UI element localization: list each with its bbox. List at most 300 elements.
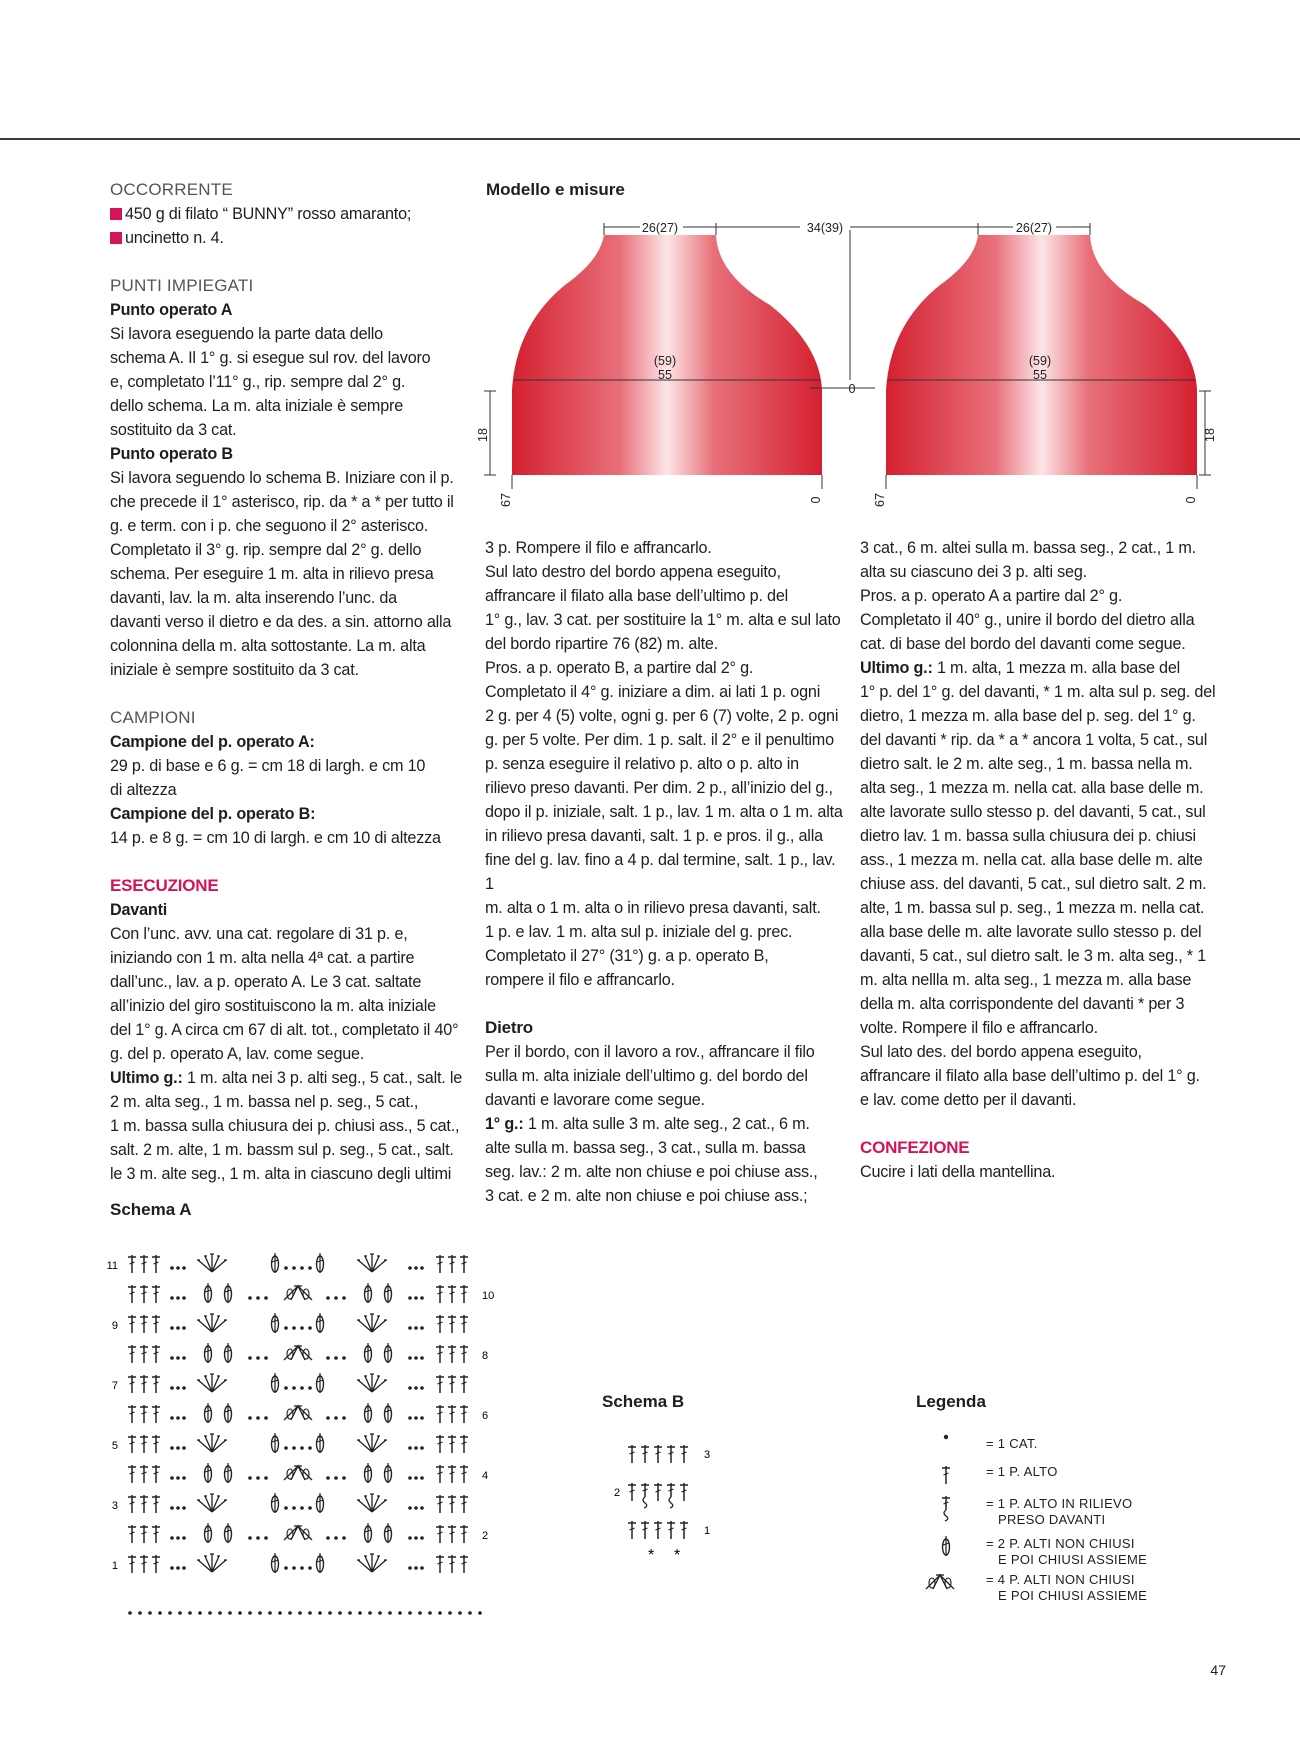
stitch-dc — [460, 1345, 468, 1363]
chain-dot — [182, 1416, 186, 1420]
stitch-dc — [128, 1555, 136, 1573]
row-number-left: 7 — [111, 1380, 118, 1392]
front-top-width: 26(27) — [641, 221, 679, 235]
page-number: 47 — [1210, 1662, 1226, 1678]
stitch-dc — [152, 1435, 160, 1453]
chain-dot — [414, 1356, 418, 1360]
row-number: 3 — [704, 1449, 711, 1461]
foundation-chain-dot — [448, 1611, 452, 1615]
text-line: seg. lav.: 2 m. alte non chiuse e poi chiuse ass., — [485, 1163, 818, 1181]
text-line: dietro, 1 mezza m. alla base del p. seg. del 1° g. — [860, 707, 1196, 725]
chain-dot — [170, 1566, 174, 1570]
row-number-left: 1 — [111, 1560, 118, 1572]
stitch-dc — [128, 1405, 136, 1423]
stitch-dc — [140, 1465, 148, 1483]
schema-a-heading: Schema A — [110, 1200, 192, 1219]
text-line: Sul lato destro del bordo appena eseguito, — [485, 563, 781, 581]
row-number-right: 8 — [482, 1350, 489, 1362]
chain-dot — [420, 1326, 424, 1330]
foundation-chain-dot — [388, 1611, 392, 1615]
stitch-fan — [197, 1494, 227, 1512]
stitch-cluster — [365, 1463, 372, 1483]
text-line: rompere il filo e affrancarlo. — [485, 971, 675, 989]
stitch-dc — [128, 1285, 136, 1303]
chain-dot — [248, 1356, 252, 1360]
chain-dot — [264, 1356, 268, 1360]
stitch-cluster — [272, 1313, 279, 1333]
chain-dot — [342, 1476, 346, 1480]
stitch-fan — [197, 1254, 227, 1272]
campione-b-title: Campione del p. operato B: — [110, 805, 316, 823]
ultimo-giro-text — [110, 1090, 470, 1186]
stitch-cluster — [365, 1283, 372, 1303]
stitch-dc — [436, 1405, 444, 1423]
text-line: Con l’unc. avv. una cat. regolare di 31 p. e, — [110, 925, 408, 943]
front-width-alt: (59) — [653, 354, 677, 368]
text-line: davanti, 5 cat., sul dietro salt. le 3 m. alta seg., * 1 — [860, 947, 1207, 965]
chain-dot — [170, 1296, 174, 1300]
foundation-chain-dot — [378, 1611, 382, 1615]
stitch-cluster — [385, 1403, 392, 1423]
chain-dot — [342, 1416, 346, 1420]
text-line: g. del p. operato A, lav. come segue. — [110, 1045, 365, 1063]
chain-dot — [182, 1566, 186, 1570]
text-line: alte, 1 m. bassa sul p. seg., 1 mezza m. nella cat. — [860, 899, 1205, 917]
stitch-dc — [152, 1555, 160, 1573]
schema-b-heading: Schema B — [602, 1392, 685, 1411]
text-line: schema A. Il 1° g. si esegue sul rov. del lavoro — [110, 349, 431, 367]
foundation-chain-dot — [268, 1611, 272, 1615]
giro-1-text — [485, 1136, 845, 1208]
stitch-dc — [140, 1435, 148, 1453]
chain-dot — [182, 1266, 186, 1270]
foundation-chain-dot — [208, 1611, 212, 1615]
text-line: rilievo preso davanti. Per dim. 2 p., all’inizio del g., — [485, 779, 833, 797]
row-number-left: 3 — [111, 1500, 118, 1512]
foundation-chain-dot — [198, 1611, 202, 1615]
campione-a-text — [110, 754, 470, 802]
stitch-dc — [128, 1375, 136, 1393]
stitch-cluster — [272, 1553, 279, 1573]
front-side-height: 18 — [476, 428, 490, 442]
chain-dot — [342, 1536, 346, 1540]
stitch-cluster — [317, 1373, 324, 1393]
text-line: Completato il 3° g. rip. sempre dal 2° g. dello — [110, 541, 422, 559]
chain-dot — [176, 1476, 180, 1480]
stitch-cluster — [385, 1343, 392, 1363]
ultimo-giro-dietro-line: Ultimo g.: 1 m. alta, 1 mezza m. alla base del — [860, 659, 1181, 677]
chain-dot — [176, 1416, 180, 1420]
stitch-cluster — [272, 1253, 279, 1273]
stitch-dc — [436, 1435, 444, 1453]
chain-dot — [300, 1326, 304, 1330]
text-line: alla base delle m. alte lavorate sullo stesso p. del — [860, 923, 1202, 941]
row-number-right: 4 — [482, 1470, 489, 1482]
chain-dot — [170, 1536, 174, 1540]
stitch-dc — [641, 1445, 649, 1463]
chain-dot — [182, 1386, 186, 1390]
chain-dot — [170, 1416, 174, 1420]
text-column-2 — [485, 536, 845, 1208]
text-line: schema. Per eseguire 1 m. alta in rilievo presa — [110, 565, 434, 583]
stitch-cluster — [385, 1463, 392, 1483]
stitch-dc — [436, 1315, 444, 1333]
stitch-dc — [140, 1285, 148, 1303]
chain-dot — [248, 1416, 252, 1420]
text-line: Si lavora seguendo lo schema B. Iniziare con il p. — [110, 469, 454, 487]
esecuzione-heading: ESECUZIONE — [110, 876, 219, 895]
text-line: 3 cat., 6 m. altei sulla m. bassa seg., 2 cat., 1 m. — [860, 539, 1196, 557]
punto-b-text — [110, 466, 470, 682]
stitch-dc — [152, 1345, 160, 1363]
back-width-alt: (59) — [1028, 354, 1052, 368]
stitch-dc — [460, 1255, 468, 1273]
legend-label: PRESO DAVANTI — [998, 1512, 1106, 1527]
stitch-dc — [436, 1495, 444, 1513]
punti-heading: PUNTI IMPIEGATI — [110, 276, 254, 295]
chain-dot — [408, 1566, 412, 1570]
chain-dot — [176, 1386, 180, 1390]
stitch-dc — [460, 1435, 468, 1453]
chain-dot — [414, 1476, 418, 1480]
row-number: 1 — [704, 1525, 711, 1537]
stitch-fan — [357, 1554, 387, 1572]
stitch-dc — [436, 1255, 444, 1273]
davanti-title: Davanti — [110, 901, 168, 919]
chain-dot — [248, 1476, 252, 1480]
stitch-dc — [460, 1495, 468, 1513]
stitch-dc — [128, 1465, 136, 1483]
chain-dot — [170, 1356, 174, 1360]
dc4tog-icon — [926, 1575, 954, 1589]
text-line: 1 m. bassa sulla chiusura dei p. chiusi ass., 5 cat., — [110, 1117, 460, 1135]
garment-diagram — [470, 205, 1220, 525]
foundation-chain-dot — [188, 1611, 192, 1615]
stitch-dc — [448, 1525, 456, 1543]
stitch-cluster — [225, 1343, 232, 1363]
text-line: e, completato l’11° g., rip. sempre dal 2° g. — [110, 373, 406, 391]
stitch-dc — [448, 1315, 456, 1333]
chain-dot — [176, 1506, 180, 1510]
text-line: in rilievo presa davanti, salt. 1 p. e pros. il g., alla — [485, 827, 823, 845]
stitch-cluster — [205, 1463, 212, 1483]
stitch-dc — [460, 1555, 468, 1573]
giro-1-line: 1° g.: 1 m. alta sulle 3 m. alte seg., 2 cat., 6 m. — [485, 1115, 810, 1133]
legend-item — [986, 1536, 1147, 1568]
stitch-cluster — [225, 1463, 232, 1483]
chain-dot — [334, 1296, 338, 1300]
chain-dot — [176, 1266, 180, 1270]
chain-dot — [182, 1506, 186, 1510]
chain-dot — [342, 1356, 346, 1360]
stitch-cluster — [225, 1283, 232, 1303]
chain-dot — [170, 1386, 174, 1390]
stitch-dc — [152, 1495, 160, 1513]
stitch-dc — [436, 1465, 444, 1483]
front-length-label: 67 — [499, 493, 513, 507]
stitch-dc — [460, 1405, 468, 1423]
text-column-3 — [860, 536, 1230, 1184]
chain-dot — [408, 1296, 412, 1300]
chain-dot — [182, 1476, 186, 1480]
chain-dot — [292, 1566, 296, 1570]
foundation-chain-dot — [398, 1611, 402, 1615]
stitch-front-post — [667, 1483, 675, 1508]
foundation-chain-dot — [248, 1611, 252, 1615]
stitch-dc — [128, 1315, 136, 1333]
chain-dot — [176, 1326, 180, 1330]
legend-label: = 4 P. ALTI NON CHIUSI — [986, 1572, 1135, 1587]
row-number-right: 10 — [482, 1290, 495, 1302]
legend-label: = 1 P. ALTO — [986, 1464, 1058, 1479]
stitch-dc — [140, 1555, 148, 1573]
text-line: g. per 5 volte. Per dim. 1 p. salt. il 2° e il penultimo — [485, 731, 834, 749]
text-line: dello schema. La m. alta iniziale è sempre — [110, 397, 404, 415]
chain-dot — [284, 1266, 288, 1270]
stitch-dc — [140, 1375, 148, 1393]
chain-dot — [414, 1446, 418, 1450]
chain-dot — [408, 1266, 412, 1270]
stitch-cluster — [205, 1523, 212, 1543]
chain-dot — [408, 1506, 412, 1510]
text-line: colonnina della m. alta sottostante. La m. alta — [110, 637, 426, 655]
text-line: iniziando con 1 m. alta nella 4ª cat. a partire — [110, 949, 415, 967]
stitch-dc — [128, 1525, 136, 1543]
chain-dot — [420, 1386, 424, 1390]
stitch-dc — [128, 1345, 136, 1363]
chain-dot — [170, 1266, 174, 1270]
stitch-dc — [641, 1521, 649, 1539]
text-line: affrancare il filato alla base dell’ultimo p. del — [485, 587, 789, 605]
stitch-dc — [460, 1465, 468, 1483]
stitch-dc — [140, 1525, 148, 1543]
text-line: 3 cat. e 2 m. alte non chiuse e poi chiuse ass.; — [485, 1187, 808, 1205]
stitch-dc — [140, 1255, 148, 1273]
confezione-text — [860, 1160, 1230, 1184]
stitch-dc — [448, 1555, 456, 1573]
stitch-dc — [436, 1345, 444, 1363]
top-rule — [0, 138, 1300, 140]
chain-dot — [170, 1446, 174, 1450]
stitch-dc — [628, 1483, 636, 1501]
text-line: p. senza eseguire il relativo p. alto o p. alto in — [485, 755, 799, 773]
row-number-left: 11 — [106, 1260, 118, 1272]
stitch-dc — [448, 1345, 456, 1363]
stitch-dc — [152, 1375, 160, 1393]
legend-item — [986, 1464, 1058, 1480]
materials-item: 450 g di filato “ BUNNY” rosso amaranto; — [110, 202, 470, 226]
stitch-dc — [436, 1555, 444, 1573]
legend-icons — [920, 1425, 970, 1625]
text-line: 1 p. e lav. 1 m. alta sul p. iniziale del g. prec. — [485, 923, 793, 941]
chain-dot — [256, 1536, 260, 1540]
stitch-dc — [436, 1285, 444, 1303]
stitch-fan — [197, 1374, 227, 1392]
chain-dot — [414, 1296, 418, 1300]
chain-dot — [342, 1296, 346, 1300]
stitch-dc — [680, 1483, 688, 1501]
chain-dot — [408, 1356, 412, 1360]
foundation-chain-dot — [278, 1611, 282, 1615]
chain-dot — [300, 1446, 304, 1450]
chain-dot — [326, 1536, 330, 1540]
chain-dot — [176, 1566, 180, 1570]
text-line: davanti, lav. la m. alta inserendo l’unc. da — [110, 589, 397, 607]
chain-dot — [284, 1566, 288, 1570]
repeat-asterisk: * — [648, 1547, 655, 1564]
stitch-dc — [448, 1495, 456, 1513]
chain-dot — [264, 1296, 268, 1300]
stitch-dc — [128, 1255, 136, 1273]
text-line: Pros. a p. operato A a partire dal 2° g. — [860, 587, 1123, 605]
text-line: sostituito da 3 cat. — [110, 421, 237, 439]
chain-dot — [420, 1266, 424, 1270]
stitch-dc — [460, 1285, 468, 1303]
campione-b-text — [110, 826, 470, 850]
stitch-cluster4 — [284, 1346, 312, 1360]
foundation-chain-dot — [158, 1611, 162, 1615]
stitch-dc — [436, 1375, 444, 1393]
text-line: dall’unc., lav. a p. operato A. Le 3 cat. saltate — [110, 973, 422, 991]
stitch-cluster — [205, 1283, 212, 1303]
chain-dot — [408, 1386, 412, 1390]
foundation-chain-dot — [218, 1611, 222, 1615]
stitch-dc — [667, 1445, 675, 1463]
stitch-dc — [448, 1255, 456, 1273]
stitch-cluster — [225, 1523, 232, 1543]
stitch-cluster — [205, 1403, 212, 1423]
foundation-chain-dot — [418, 1611, 422, 1615]
chain-dot — [256, 1476, 260, 1480]
legenda-heading: Legenda — [916, 1392, 986, 1411]
foundation-chain-dot — [458, 1611, 462, 1615]
foundation-chain-dot — [478, 1611, 482, 1615]
repeat-asterisk: * — [674, 1547, 681, 1564]
stitch-dc — [460, 1315, 468, 1333]
foundation-chain-dot — [258, 1611, 262, 1615]
chain-dot — [176, 1536, 180, 1540]
chain-dot — [264, 1536, 268, 1540]
chain-dot — [326, 1416, 330, 1420]
foundation-chain-dot — [168, 1611, 172, 1615]
stitch-fan — [357, 1314, 387, 1332]
foundation-chain-dot — [178, 1611, 182, 1615]
back-side-height: 18 — [1203, 428, 1217, 442]
text-line: Completato il 4° g. iniziare a dim. ai lati 1 p. ogni — [485, 683, 821, 701]
chain-dot — [300, 1386, 304, 1390]
stitch-cluster — [365, 1343, 372, 1363]
chain-dot — [176, 1296, 180, 1300]
stitch-dc — [448, 1375, 456, 1393]
chain-dot — [256, 1356, 260, 1360]
stitch-dc — [448, 1405, 456, 1423]
chain-dot — [264, 1476, 268, 1480]
campioni-heading: CAMPIONI — [110, 708, 196, 727]
stitch-fan — [197, 1314, 227, 1332]
chain-dot — [420, 1566, 424, 1570]
foundation-chain-dot — [128, 1611, 132, 1615]
text-line: salt. 2 m. alte, 1 m. bassm sul p. seg., 5 cat., salt. — [110, 1141, 454, 1159]
chain-dot — [420, 1506, 424, 1510]
chain-dot — [284, 1506, 288, 1510]
chain-dot — [300, 1506, 304, 1510]
stitch-dc — [436, 1525, 444, 1543]
bullet-square-icon — [110, 232, 122, 244]
text-line: Per il bordo, con il lavoro a rov., affrancare il filo — [485, 1043, 815, 1061]
foundation-chain-dot — [338, 1611, 342, 1615]
stitch-cluster — [272, 1493, 279, 1513]
text-line: 29 p. di base e 6 g. = cm 18 di largh. e cm 10 — [110, 757, 426, 775]
chain-dot — [284, 1386, 288, 1390]
ultimo-giro-line: Ultimo g.: 1 m. alta nei 3 p. alti seg., 5 cat., salt. le — [110, 1069, 463, 1087]
foundation-chain-dot — [348, 1611, 352, 1615]
stitch-cluster — [225, 1403, 232, 1423]
text-line: alte lavorate sullo stesso p. del davanti, 5 cat., sul — [860, 803, 1206, 821]
bullet-square-icon — [110, 208, 122, 220]
stitch-dc — [140, 1315, 148, 1333]
chain-dot — [284, 1446, 288, 1450]
stitch-cluster4 — [284, 1466, 312, 1480]
foundation-chain-dot — [298, 1611, 302, 1615]
chain-dot — [292, 1446, 296, 1450]
chain-dot — [170, 1476, 174, 1480]
text-line: iniziale è sempre sostituito da 3 cat. — [110, 661, 359, 679]
stitch-dc — [667, 1521, 675, 1539]
foundation-chain-dot — [238, 1611, 242, 1615]
text-line: della m. alta corrispondente del davanti * per 3 — [860, 995, 1185, 1013]
chain-dot-icon — [944, 1435, 948, 1439]
chain-dot — [334, 1536, 338, 1540]
legend-item — [986, 1436, 1038, 1452]
front-zero-label: 0 — [809, 496, 823, 504]
stitch-dc — [140, 1405, 148, 1423]
stitch-front-post — [641, 1483, 649, 1508]
chain-dot — [414, 1506, 418, 1510]
stitch-dc — [448, 1435, 456, 1453]
text-line: e lav. come detto per il davanti. — [860, 1091, 1077, 1109]
legend-label: = 1 CAT. — [986, 1436, 1038, 1451]
chain-dot — [308, 1386, 312, 1390]
legend-item — [986, 1572, 1147, 1604]
text-line: 2 g. per 4 (5) volte, ogni g. per 6 (7) volte, 2 p. ogni — [485, 707, 839, 725]
chain-dot — [414, 1416, 418, 1420]
stitch-cluster4 — [284, 1286, 312, 1300]
stitch-dc — [460, 1525, 468, 1543]
chain-dot — [408, 1446, 412, 1450]
chain-dot — [420, 1446, 424, 1450]
chain-dot — [420, 1296, 424, 1300]
campione-a-title: Campione del p. operato A: — [110, 733, 315, 751]
row-number-left: 9 — [111, 1320, 118, 1332]
chain-dot — [414, 1536, 418, 1540]
chain-dot — [308, 1446, 312, 1450]
modello-heading: Modello e misure — [486, 180, 625, 199]
text-line: Completato il 40° g., unire il bordo del dietro alla — [860, 611, 1195, 629]
chain-dot — [414, 1386, 418, 1390]
chain-dot — [170, 1326, 174, 1330]
stitch-fan — [357, 1434, 387, 1452]
chain-dot — [292, 1266, 296, 1270]
text-line: Sul lato des. del bordo appena eseguito, — [860, 1043, 1142, 1061]
chain-dot — [408, 1416, 412, 1420]
punto-b-title: Punto operato B — [110, 445, 233, 463]
text-line: ass., 1 mezza m. nella cat. alla base delle m. alte — [860, 851, 1203, 869]
chain-dot — [326, 1296, 330, 1300]
foundation-chain-dot — [148, 1611, 152, 1615]
center-zero: 0 — [848, 382, 856, 396]
chain-dot — [414, 1266, 418, 1270]
stitch-cluster — [385, 1523, 392, 1543]
